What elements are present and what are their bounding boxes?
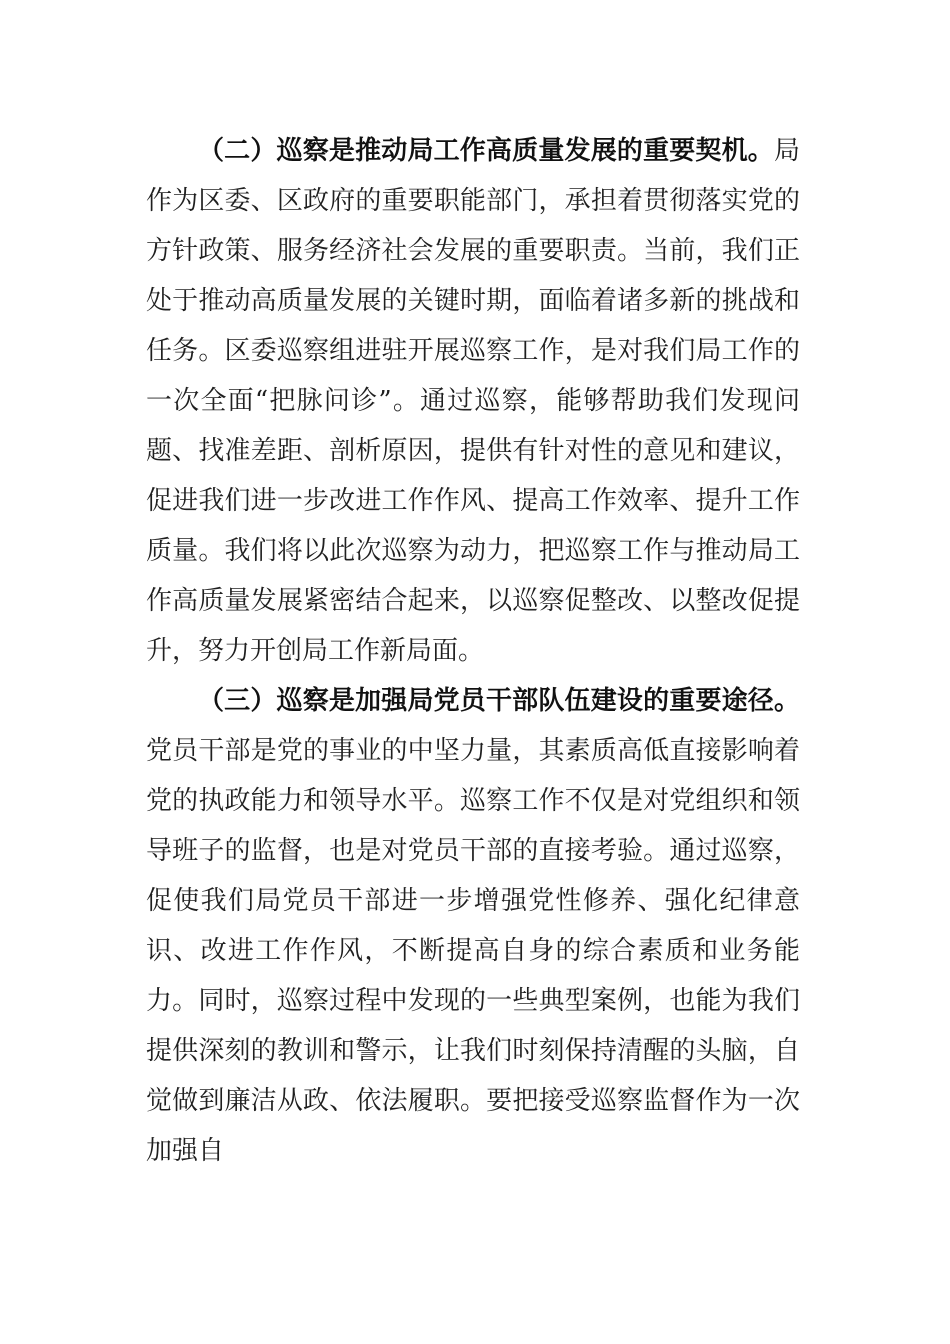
paragraph-3-text: 党员干部是党的事业的中坚力量，其素质高低直接影响着党的执政能力和领导水平。巡察工作不仅是对党组织和领导班子的监督，也是对党员干部的直接考验。通过巡察，促使我们局党员干部进一步增强党性修养、强化纪律意识、改进工作作风，不断提高自身的综合素质和业务能力。同时，巡察过程中发现的一些典型案例，也能为我们提供深刻的教训和警示，让我们时刻保持清醒的头脑，自觉做到廉洁从政、依法履职。要把接受巡察监督作为一次加强自 [146, 736, 800, 1166]
paragraph-3-heading: （三）巡察是加强局党员干部队伍建设的重要途径。 [198, 686, 800, 716]
paragraph-2-text: 局作为区委、区政府的重要职能部门，承担着贯彻落实党的方针政策、服务经济社会发展的重要职责。当前，我们正处于推动高质量发展的关键时期，面临着诸多新的挑战和任务。区委巡察组进驻开展巡察工作，是对我们局工作的一次全面“把脉问诊”。通过巡察，能够帮助我们发现问题、找准差距、剖析原因，提供有针对性的意见和建议，促进我们进一步改进工作作风、提高工作效率、提升工作质量。我们将以此次巡察为动力，把巡察工作与推动局工作高质量发展紧密结合起来，以巡察促整改、以整改促提升，努力开创局工作新局面。 [146, 136, 800, 666]
paragraph-2 [146, 126, 800, 676]
paragraph-2-heading: （二）巡察是推动局工作高质量发展的重要契机。 [198, 136, 774, 166]
document-body [146, 126, 800, 1176]
paragraph-3 [146, 676, 800, 1176]
